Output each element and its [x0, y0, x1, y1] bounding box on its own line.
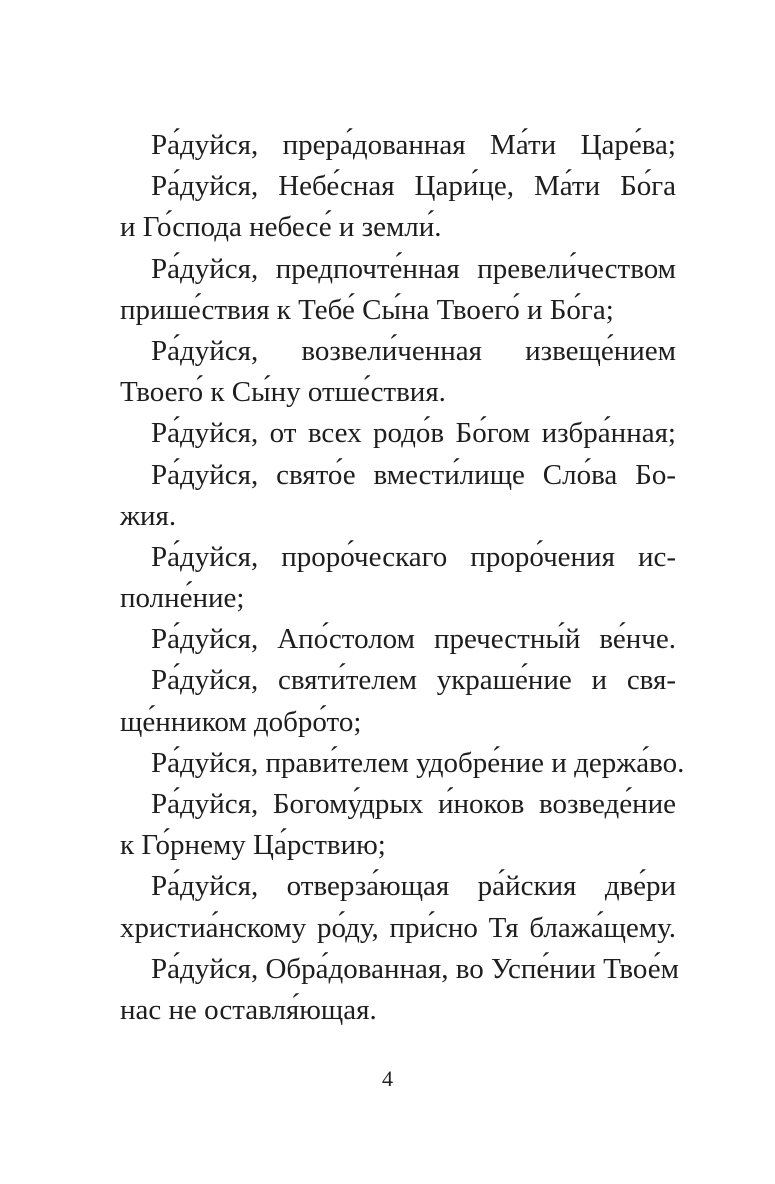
- text-line: Ра́дуйся, святи́телем украше́ние и свя-: [151, 664, 676, 697]
- text-line: полне́ние;: [120, 582, 245, 615]
- text-line: Ра́дуйся, Обра́дованная, во Успе́нии Твое́м: [151, 952, 679, 985]
- text-line: Ра́дуйся, предпочте́нная превели́чеством: [151, 252, 676, 285]
- text-line: и Го́спода небесе́ и земли́.: [120, 211, 442, 244]
- text-line: Твоего́ к Сы́ну отше́ствия.: [120, 376, 446, 409]
- page-body: [120, 125, 685, 1031]
- text-line: Ра́дуйся, от всех родо́в Бо́гом избра́нная;: [151, 417, 676, 450]
- text-line: жия.: [120, 499, 177, 532]
- text-line: Ра́дуйся, прави́телем удобре́ние и держа́во.: [151, 746, 685, 779]
- text-line: Ра́дуйся, свято́е вмести́лище Сло́ва Бо-: [151, 458, 676, 491]
- text-line: нас не оставля́ющая.: [120, 993, 377, 1026]
- text-line: Ра́дуйся, отверза́ющая ра́йския две́ри: [151, 870, 676, 903]
- text-line: прише́ствия к Тебе́ Сы́на Твоего́ и Бо́га;: [120, 293, 614, 326]
- text-line: Ра́дуйся, возвели́ченная извеще́нием: [151, 334, 676, 367]
- text-line: Ра́дуйся, прера́дованная Ма́ти Царе́ва;: [151, 129, 676, 161]
- text-line: к Го́рнему Ца́рствию;: [120, 829, 386, 862]
- text-line: Ра́дуйся, Апо́столом пречестны́й ве́нче.: [151, 623, 676, 656]
- text-line: Ра́дуйся, Небе́сная Цари́це, Ма́ти Бо́га: [151, 170, 676, 203]
- text-line: Ра́дуйся, Богому́дрых и́ноков возведе́ние: [151, 788, 676, 820]
- page-number: 4: [382, 1066, 393, 1091]
- text-line: христиа́нскому ро́ду, при́сно Тя блажа́щему.: [120, 911, 676, 944]
- text-line: ще́нником добро́то;: [120, 705, 362, 738]
- text-line: Ра́дуйся, проро́ческаго проро́чения ис-: [151, 540, 676, 573]
